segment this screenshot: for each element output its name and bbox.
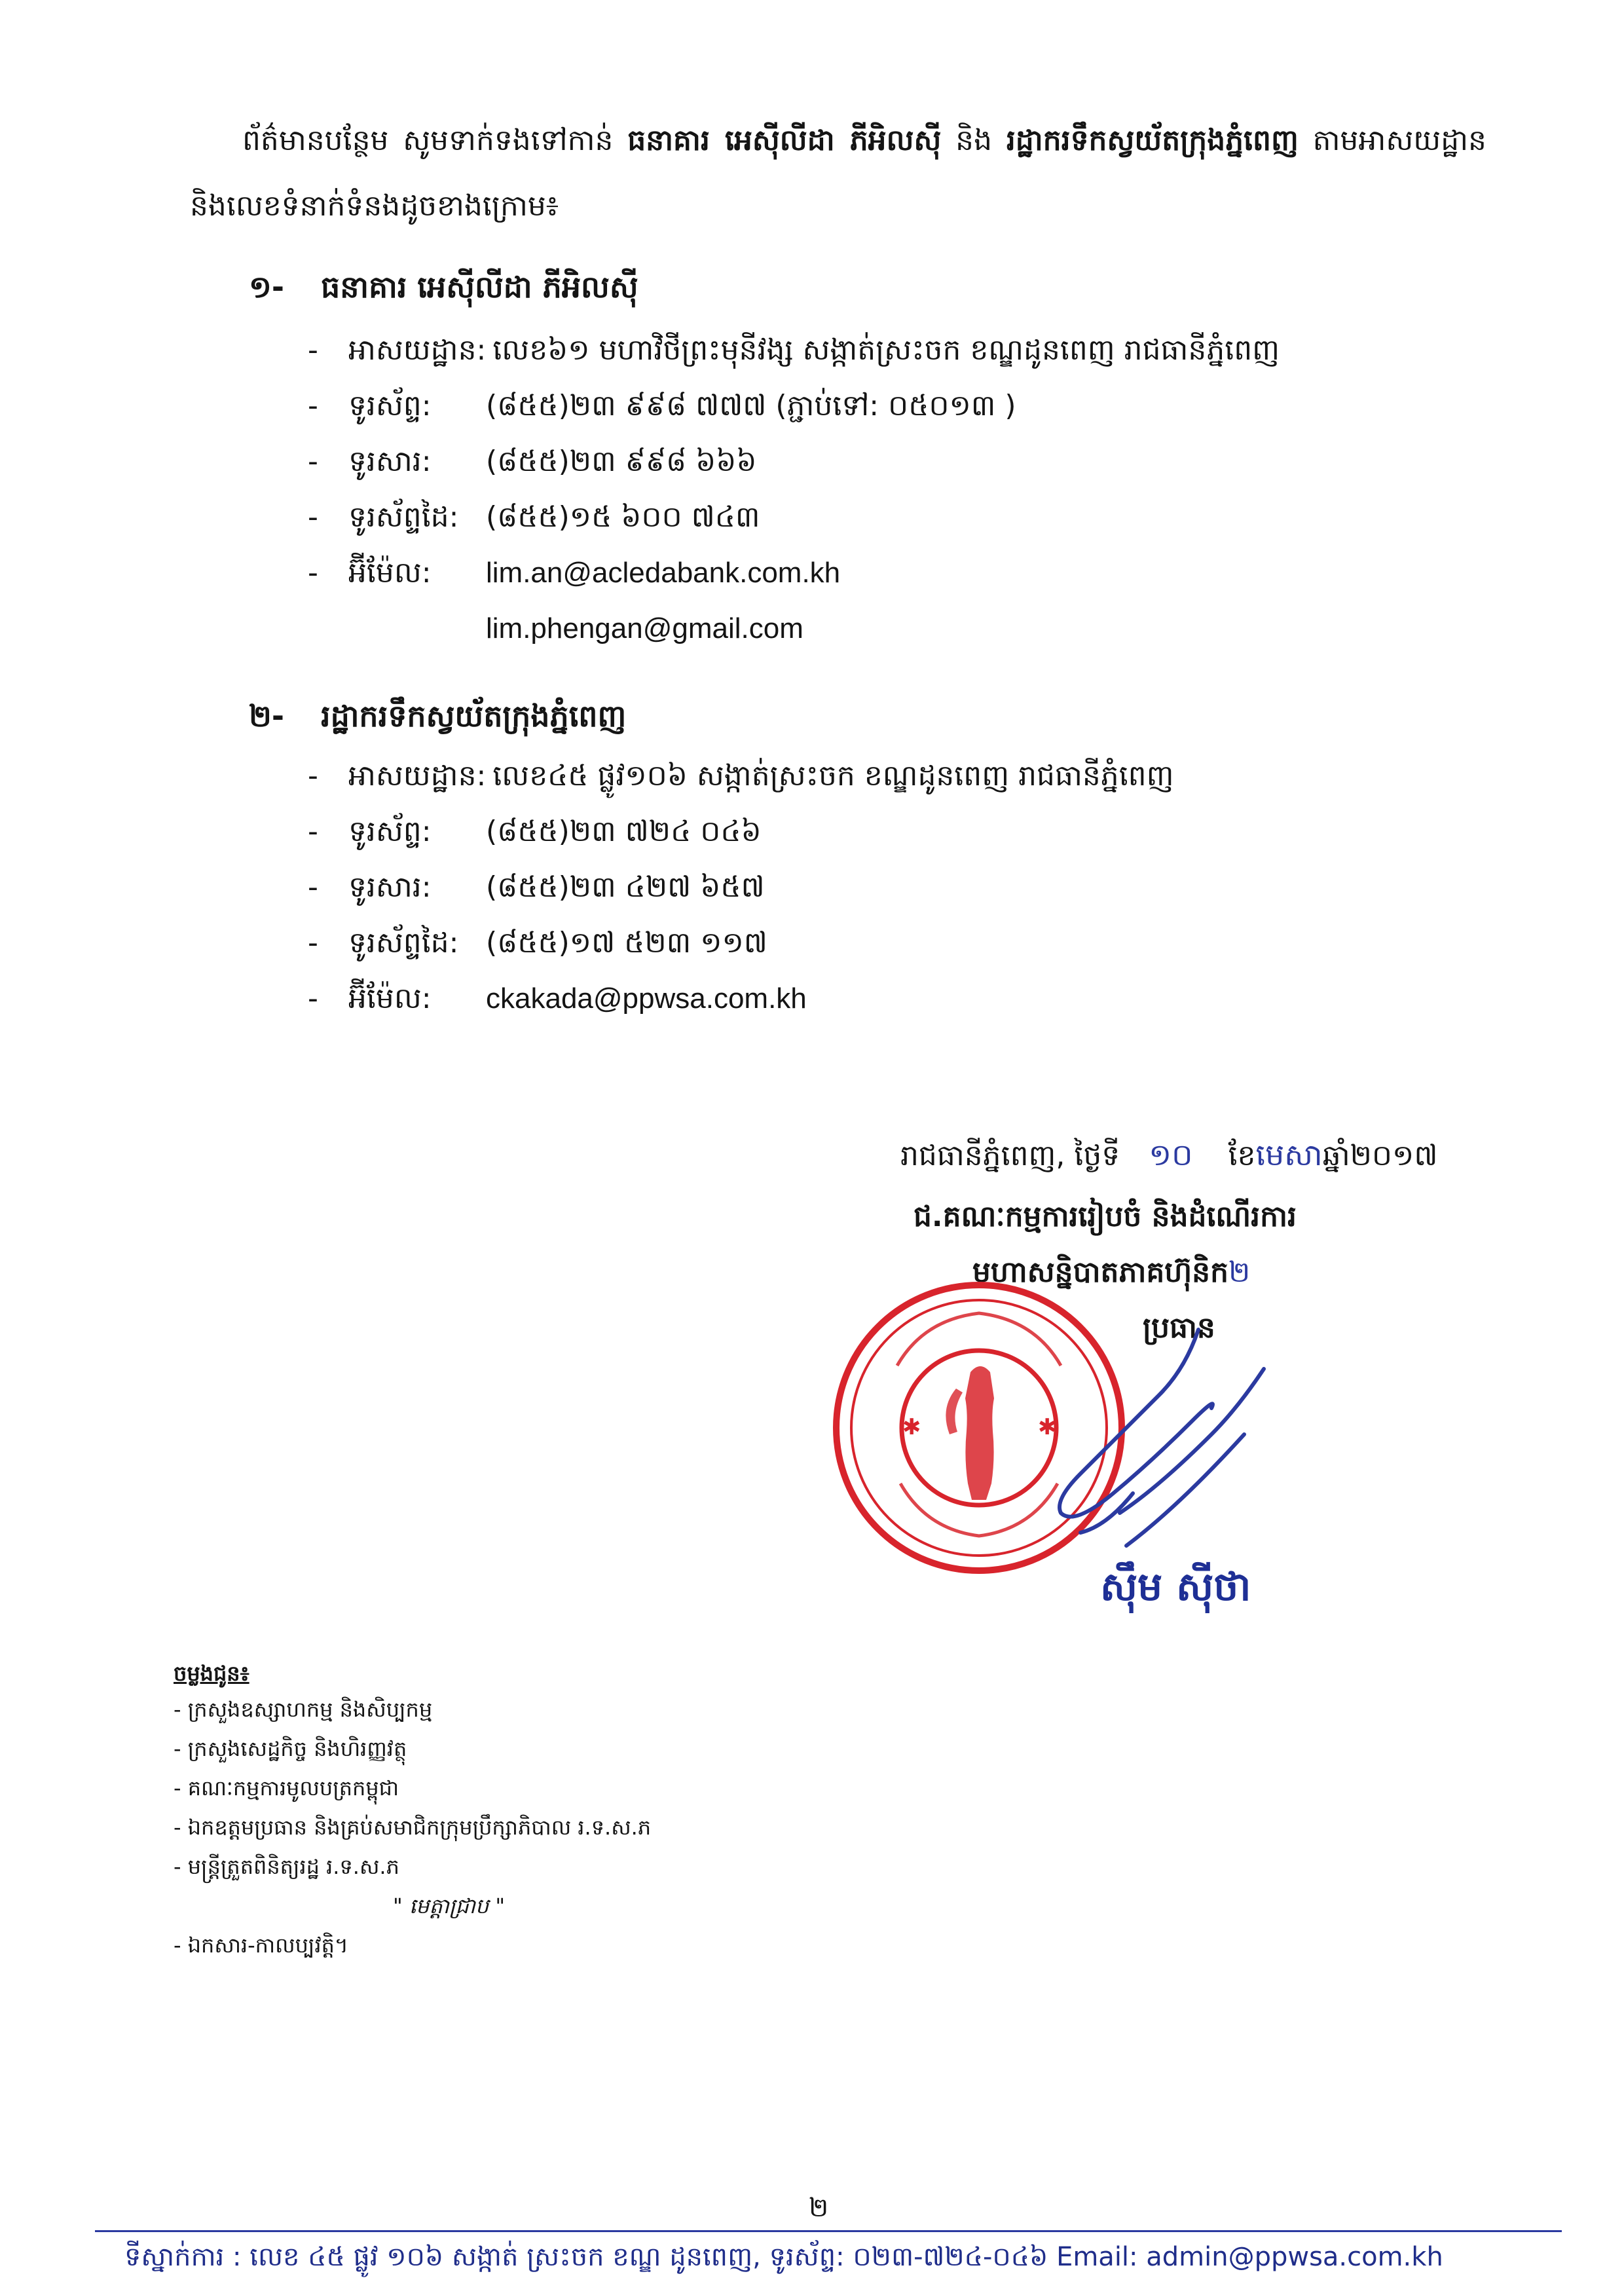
mobile-value: (៨៥៥)១៥ ៦០០ ៧៤៣ [486,500,760,534]
intro-org-2: រដ្ឋាករទឹកស្វយ័តក្រុងភ្នំពេញ [1006,124,1299,157]
mobile-label: ទូរស័ព្ទដៃ: [348,926,459,960]
cc-note: " មេត្តាជ្រាប " [393,1894,506,1918]
section-1-title [249,269,638,312]
committee-line-2-text: មហាសន្និបាតភាគហ៊ុនិក [972,1256,1229,1289]
signer-name: ស៊ឹម ស៊ីថា [1100,1564,1251,1610]
date-day: ១០ [1149,1137,1193,1172]
date-month: មេសា [1255,1137,1323,1172]
committee-line-1: ជ.គណៈកម្មការរៀបចំ និងដំណើរការ [913,1200,1297,1233]
fax-value: (៨៥៥)២៣ ៤២៧ ៦៥៧ [486,870,765,904]
address-label: អាសយដ្ឋាន: [348,333,487,367]
date-line [900,1136,1437,1180]
section-2-email-row: - អ៊ីម៉ែល: ckakada@ppwsa.com.kh [308,979,807,1018]
email-link[interactable]: ckakada@ppwsa.com.kh [486,982,807,1015]
email-link[interactable]: lim.an@acledabank.com.kh [486,557,841,589]
section-1-address-row: - អាសយដ្ឋាន: លេខ៦១ មហាវិថីព្រះមុនីវង្ស សង្កាត់ស្រះចក ខណ្ឌដូនពេញ រាជធានីភ្នំពេញ [308,331,1280,370]
section-1-email-row: - អ៊ីម៉ែល: lim.an@acledabank.com.kh [308,553,840,593]
cc-item: - ក្រសួងសេដ្ឋកិច្ច និងហិរញ្ញវត្ថុ [174,1736,407,1761]
section-1-fax-row: - ទូរសារ: (៨៥៥)២៣ ៩៩៨ ៦៦៦ [308,442,757,481]
svg-text:✱: ✱ [1038,1414,1057,1440]
signer-title: ប្រធាន [1143,1311,1215,1345]
intro-text-2: តាមអាសយដ្ឋាន និងលេខទំនាក់ទំនងដូចខាងក្រោម៖ [190,124,1486,223]
date-month-label: ខែ [1228,1139,1256,1172]
phone-label: ទូរស័ព្ទ: [348,815,432,848]
date-year: ឆ្នាំ២០១៧ [1322,1139,1438,1172]
section-2-mobile-row: - ទូរស័ព្ទដៃ: (៨៥៥)១៧ ៥២៣ ១១៧ [308,924,767,963]
page-number: ២ [809,2193,829,2223]
section-2-fax-row: - ទូរសារ: (៨៥៥)២៣ ៤២៧ ៦៥៧ [308,868,765,907]
committee-suffix: ២ [1228,1256,1251,1289]
section-1-phone-row: - ទូរស័ព្ទ: (៨៥៥)២៣ ៩៩៨ ៧៧៧ (ភ្ជាប់ទៅ: ០៥០១៣ ) [308,386,1016,426]
section-1-name: ធនាគារ អេស៊ីលីដា ភីអិលស៊ី [321,269,638,305]
handwritten-signature [1002,1316,1342,1592]
mobile-value: (៨៥៥)១៧ ៥២៣ ១១៧ [486,926,767,960]
section-2-name: រដ្ឋាករទឹកស្វយ័តក្រុងភ្នំពេញ [321,698,627,734]
intro-text-1: ព័ត៌មានបន្ថែម សូមទាក់ទងទៅកាន់ [242,124,614,157]
fax-value: (៨៥៥)២៣ ៩៩៨ ៦៦៦ [486,445,757,478]
email-label: អ៊ីម៉ែល: [348,556,432,589]
fax-label: ទូរសារ: [348,870,432,904]
section-1-mobile-row: - ទូរស័ព្ទដៃ: (៨៥៥)១៥ ៦០០ ៧៤៣ [308,498,760,537]
email-link[interactable]: lim.phengan@gmail.com [486,612,803,644]
cc-item: - ឯកឧត្តមប្រធាន និងគ្រប់សមាជិកក្រុមប្រឹក្សាភិបាល រ.ទ.ស.ភ [174,1815,652,1840]
phone-value: (៨៥៥)២៣ ៩៩៨ ៧៧៧ (ភ្ជាប់ទៅ: ០៥០១៣ ) [486,389,1016,422]
address-value: លេខ៤៥ ផ្លូវ១០៦ សង្កាត់ស្រះចក ខណ្ឌដូនពេញ រាជធានីភ្នំពេញ [492,759,1174,793]
footer-divider [95,2230,1562,2232]
svg-text:✱: ✱ [902,1414,921,1440]
address-value: លេខ៦១ មហាវិថីព្រះមុនីវង្ស សង្កាត់ស្រះចក ខណ្ឌដូនពេញ រាជធានីភ្នំពេញ [492,333,1280,367]
section-2-title [249,698,626,741]
cc-item: - ក្រសួងឧស្សាហកម្ម និងសិប្បកម្ម [174,1697,433,1722]
cc-item: - គណៈកម្មការមូលបត្រកម្ពុជា [174,1776,399,1801]
cc-item-last: - ឯកសារ-កាលប្បវត្តិ។ [174,1933,349,1958]
date-prefix: រាជធានីភ្នំពេញ, ថ្ងៃទី [900,1139,1120,1172]
intro-paragraph [190,108,1486,239]
section-1-email-row-2 [486,609,803,648]
mobile-label: ទូរស័ព្ទដៃ: [348,500,459,534]
fax-label: ទូរសារ: [348,445,432,478]
section-1-number: ១- [249,269,284,305]
phone-label: ទូរស័ព្ទ: [348,389,432,422]
address-label: អាសយដ្ឋាន: [348,759,487,793]
intro-conj: និង [955,124,993,157]
email-label: អ៊ីម៉ែល: [348,982,432,1015]
section-2-number: ២- [249,698,284,734]
footer-address: ទីស្នាក់ការ : លេខ ៤៥ ផ្លូវ ១០៦ សង្កាត់ ស្រះចក ខណ្ឌ ដូនពេញ, ទូរស័ព្ទ: ០២៣-៧២៤-០៤៦ Email: admin@ppwsa.com.kh [124,2242,1443,2272]
cc-item: - មន្ត្រីត្រួតពិនិត្យរដ្ឋ រ.ទ.ស.ភ [174,1854,399,1879]
section-2-phone-row: - ទូរស័ព្ទ: (៨៥៥)២៣ ៧២៤ ០៤៦ [308,812,762,851]
phone-value: (៨៥៥)២៣ ៧២៤ ០៤៦ [486,815,762,848]
intro-org-1: ធនាគារ អេស៊ីលីដា ភីអិលស៊ី [627,124,942,157]
cc-heading: ចម្លងជូន៖ [174,1661,249,1686]
section-2-address-row: - អាសយដ្ឋាន: លេខ៤៥ ផ្លូវ១០៦ សង្កាត់ស្រះចក ខណ្ឌដូនពេញ រាជធានីភ្នំពេញ [308,756,1174,796]
